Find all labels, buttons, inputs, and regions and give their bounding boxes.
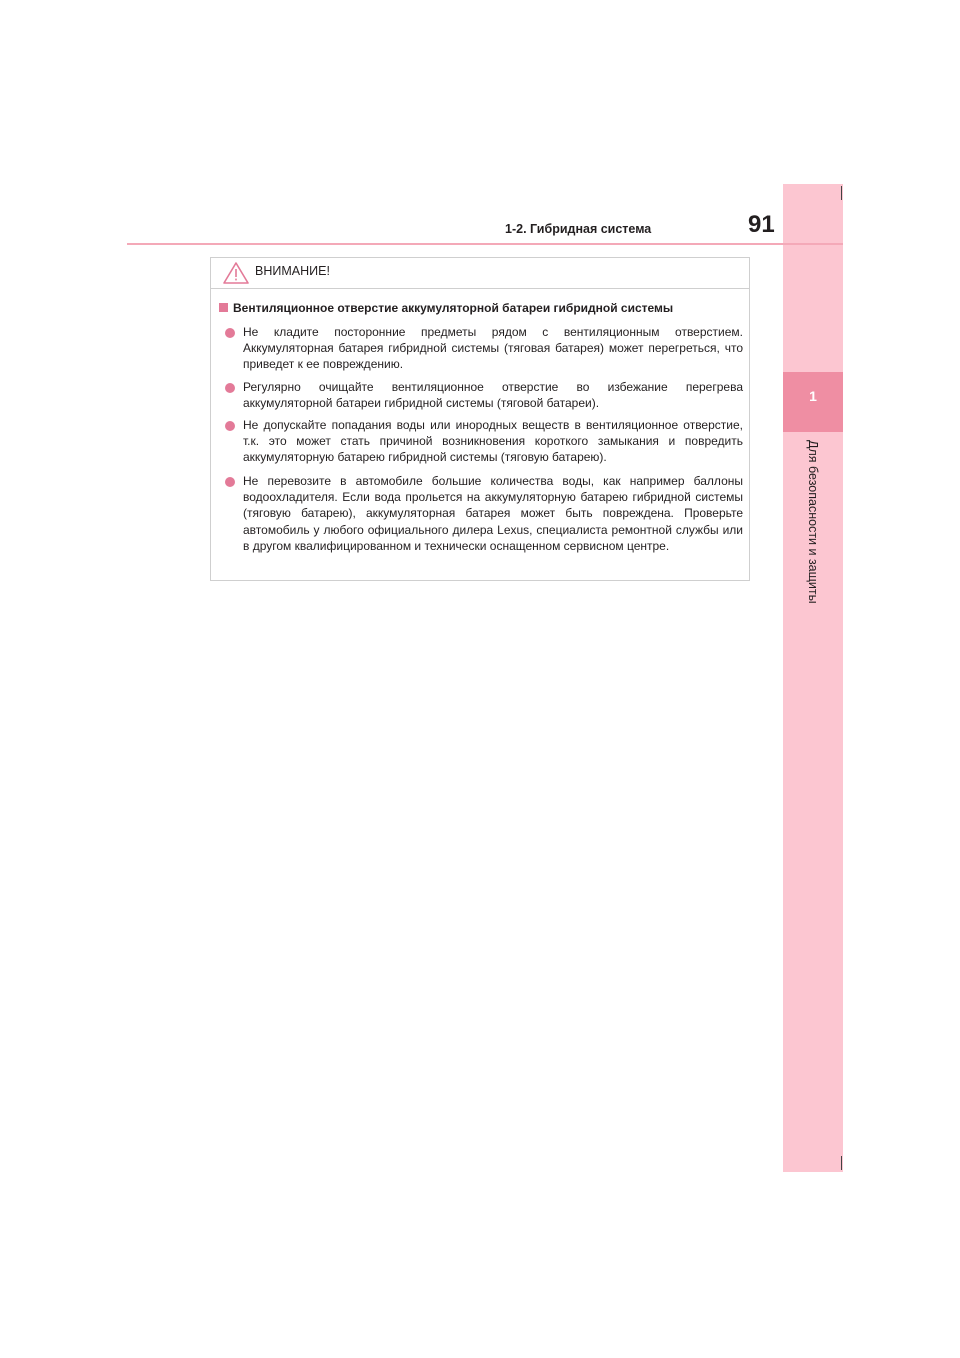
bullet-dot-icon: [225, 477, 235, 487]
warning-title-text: Вентиляционное отверстие аккумуляторной батареи гибридной системы: [233, 301, 674, 315]
chapter-number: 1: [809, 388, 817, 404]
warning-item-text: Не кладите посторонние предметы рядом с вентиляционным отверстием. Аккумуляторная батарея гибридной системы (тяговая батарея) может перегреться, что приведет к ее повреждению.: [243, 325, 743, 372]
bullet-dot-icon: [225, 328, 235, 338]
header-divider: [127, 243, 843, 245]
warning-item-text: Регулярно очищайте вентиляционное отверстие во избежание перегрева аккумуляторной батареи гибридной системы (тяговой батареи).: [243, 380, 743, 411]
warning-triangle-icon: [223, 262, 249, 284]
warning-item: [225, 473, 743, 554]
page-number: 91: [748, 211, 775, 238]
warning-item: [225, 379, 743, 411]
warning-header: [211, 258, 749, 289]
square-bullet-icon: [219, 303, 228, 312]
warning-item-text: Не допускайте попадания воды или инородных веществ в вентиляционное отверстие, т.к. это может стать причиной возникновения короткого замыкания и повредить аккумуляторную батарею гибридной системы (тяговую батарею).: [243, 418, 743, 465]
warning-item-text: Не перевозите в автомобиле большие количества воды, как например баллоны водоохладителя. Если вода прольется на аккумуляторную батарею гибридной системы (тяговую батарею), аккумуляторная батарея может быть повреждена. Проверьте автомобиль у любого официального дилера Lexus, специалиста ремонтной службы или в другом квалифицированном и технически оснащенном сервисном центре.: [243, 474, 743, 553]
warning-box: [210, 257, 750, 581]
warning-item: [225, 324, 743, 373]
section-header: 1-2. Гибридная система: [505, 222, 652, 236]
side-strip: [783, 184, 843, 1172]
bullet-dot-icon: [225, 421, 235, 431]
warning-section-title: [219, 301, 673, 315]
crop-mark-bottom: [841, 1156, 842, 1170]
warning-label: ВНИМАНИЕ!: [255, 264, 330, 278]
chapter-title: Для безопасности и защиты: [806, 440, 820, 604]
bullet-dot-icon: [225, 383, 235, 393]
warning-item: [225, 417, 743, 466]
crop-mark-top: [841, 186, 842, 200]
